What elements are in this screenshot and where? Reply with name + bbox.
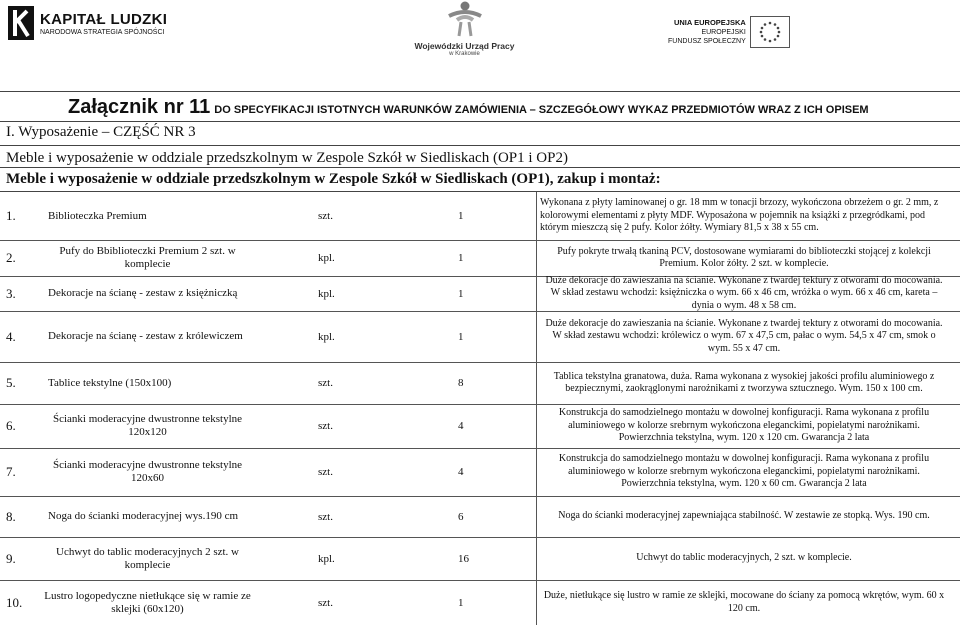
item-unit: kpl.: [318, 552, 335, 565]
item-number: 7.: [6, 464, 16, 479]
item-name: Dekoracje na ścianę - zestaw z królewiczem: [48, 330, 243, 342]
item-unit: szt.: [318, 210, 333, 222]
ue-logo: [668, 16, 790, 48]
item-number: 6.: [6, 418, 16, 433]
item-number: 1.: [6, 208, 16, 223]
annex-description: DO SPECYFIKACJI ISTOTNYCH WARUNKÓW ZAMÓWIENIA – SZCZEGÓŁOWY WYKAZ PRZEDMIOTÓW WRAZ Z ICH OPISEM: [214, 104, 869, 116]
item-name: Pufy do Bbiblioteczki Premium 2 szt. w komplecie: [59, 245, 236, 270]
rule-4: [0, 167, 960, 168]
rule-2: [0, 121, 960, 122]
subsection-heading: Meble i wyposażenie w oddziale przedszkolnym w Zespole Szkół w Siedliskach (OP1 i OP2): [6, 150, 568, 166]
item-number: 5.: [6, 375, 16, 390]
item-description: Duże dekoracje do zawieszania na ścianie. Wykonane z twardej tektury z otworami do mocowania. W skład zestawu wchodzi: królewicz o wym. 67 x 47,5 cm, pałac o wym. 54,5 x 47 cm, smok o wym. 55 x 47 cm.: [545, 317, 943, 354]
item-unit: szt.: [318, 466, 333, 478]
item-quantity: 4: [458, 466, 464, 478]
item-quantity: 6: [458, 510, 464, 523]
item-quantity: 1: [458, 252, 464, 264]
item-quantity: 8: [458, 377, 464, 389]
item-quantity: 1: [458, 596, 464, 609]
item-name: Biblioteczka Premium: [48, 209, 147, 222]
wup-subtitle: w Krakowie: [449, 51, 480, 57]
item-quantity: 1: [458, 210, 464, 222]
item-quantity: 1: [458, 287, 464, 300]
item-unit: kpl.: [318, 252, 335, 264]
item-unit: szt.: [318, 510, 333, 523]
item-description: Konstrukcja do samodzielnego montażu w dowolnej konfiguracji. Rama wykonana z profilu aluminiowego w kolorze srebrnym wykończona eleganckimi, popielatymi narożnikami. Powierzchnia tekstylna, wym. 120 x 120 cm. Gwarancja 2 lata: [558, 407, 930, 444]
wup-logo: [402, 0, 527, 57]
ue-line1: UNIA EUROPEJSKA: [673, 18, 746, 27]
item-name: Tablice tekstylne (150x100): [48, 376, 172, 389]
kapital-ludzki-subtitle: NARODOWA STRATEGIA SPÓJNOŚCI: [40, 28, 165, 36]
kapital-ludzki-title: KAPITAŁ LUDZKI: [40, 10, 168, 28]
item-quantity: 16: [458, 552, 469, 565]
item-description: Pufy pokryte trwałą tkaniną PCV, dostosowane wymiarami do biblioteczki stojącej z kolekcji Premium. Kolor żółty. 2 szt. w komplecie.: [557, 245, 931, 269]
rule-3: [0, 145, 960, 146]
item-description: Wykonana z płyty laminowanej o gr. 18 mm w tonacji brzozy, wykończona obrzeżem o gr. 2 mm, z kolorowymi elementami z płyty MDF. Wyposażona w pojemnik na książki z przegródkami, pod którym mieszczą się 2 pufy. Kolor żółty. Wymiary 81,5 x 38 x 55 cm.: [540, 197, 939, 234]
item-name: Ścianki moderacyjne dwustronne tekstylne 120x60: [52, 459, 243, 484]
top-rule: [0, 91, 960, 92]
item-unit: szt.: [318, 420, 333, 432]
wup-title: Wojewódzki Urząd Pracy: [414, 41, 515, 51]
item-name: Noga do ścianki moderacyjnej wys.190 cm: [48, 510, 239, 522]
item-number: 2.: [6, 250, 16, 265]
item-description: Duże dekoracje do zawieszania na ścianie. Wykonane z twardej tektury z otworami do mocowania. W skład zestawu wchodzi: księżniczka o wym. 66 x 46 cm, wróżka o wym. 66 x 46 cm, kareta – dynia o wym. 48 x 58 cm.: [545, 274, 943, 311]
item-description: Uchwyt do tablic moderacyjnych, 2 szt. w komplecie.: [636, 552, 852, 564]
item-number: 9.: [6, 550, 16, 566]
item-name: Uchwyt do tablic moderacyjnych 2 szt. w komplecie: [56, 545, 239, 571]
item-quantity: 4: [458, 420, 464, 432]
item-unit: szt.: [318, 596, 333, 609]
ue-line3: FUNDUSZ SPOŁECZNY: [668, 38, 746, 45]
kapital-ludzki-mark-icon: [8, 6, 34, 40]
item-description: Noga do ścianki moderacyjnej zapewniająca stabilność. W zestawie ze stopką. Wys. 190 cm.: [558, 510, 930, 522]
item-unit: szt.: [318, 377, 333, 389]
item-name: Ścianki moderacyjne dwustronne tekstylne 120x120: [52, 413, 243, 438]
subsection-heading-bold: Meble i wyposażenie w oddziale przedszkolnym w Zespole Szkół w Siedliskach (OP1), zakup i montaż:: [6, 171, 661, 187]
column-divider: [536, 192, 537, 625]
item-description: Konstrukcja do samodzielnego montażu w dowolnej konfiguracji. Rama wykonana z profilu aluminiowego w kolorze srebrnym wykończona eleganckimi, popielatymi narożnikami. Powierzchnia tekstylna, wym. 120 x 60 cm. Gwarancja 2 lata: [558, 453, 930, 490]
item-description: Tablica tekstylna granatowa, duża. Rama wykonana z wysokiej jakości profilu aluminiowego z bezpiecznymi, zaokrąglonymi narożnikami z tworzywa sztucznego. Wym. 150 x 100 cm.: [553, 370, 935, 394]
section-heading: I. Wyposażenie – CZĘŚĆ NR 3: [6, 124, 196, 140]
item-unit: kpl.: [318, 287, 335, 300]
item-name: Dekoracje na ścianę - zestaw z księżniczką: [48, 287, 238, 299]
item-number: 8.: [6, 508, 16, 524]
kapital-ludzki-logo: [8, 6, 167, 40]
item-number: 10.: [6, 594, 23, 610]
eu-flag-icon: [750, 16, 790, 48]
item-unit: kpl.: [318, 330, 335, 343]
item-number: 4.: [6, 328, 16, 344]
annex-heading: [68, 96, 869, 119]
annex-number: Załącznik nr 11: [68, 96, 211, 118]
ue-line2: EUROPEJSKI: [701, 29, 746, 36]
item-name: Lustro logopedyczne nietłukące się w ramie ze sklejki (60x120): [44, 589, 251, 615]
item-quantity: 1: [458, 330, 464, 343]
item-description: Duże, nietłukące się lustro w ramie ze sklejki, mocowane do ściany za pomocą wkrętów, wym. 60 x 120 cm.: [543, 590, 945, 614]
item-number: 3.: [6, 285, 16, 301]
wup-figure-icon: [435, 0, 495, 38]
